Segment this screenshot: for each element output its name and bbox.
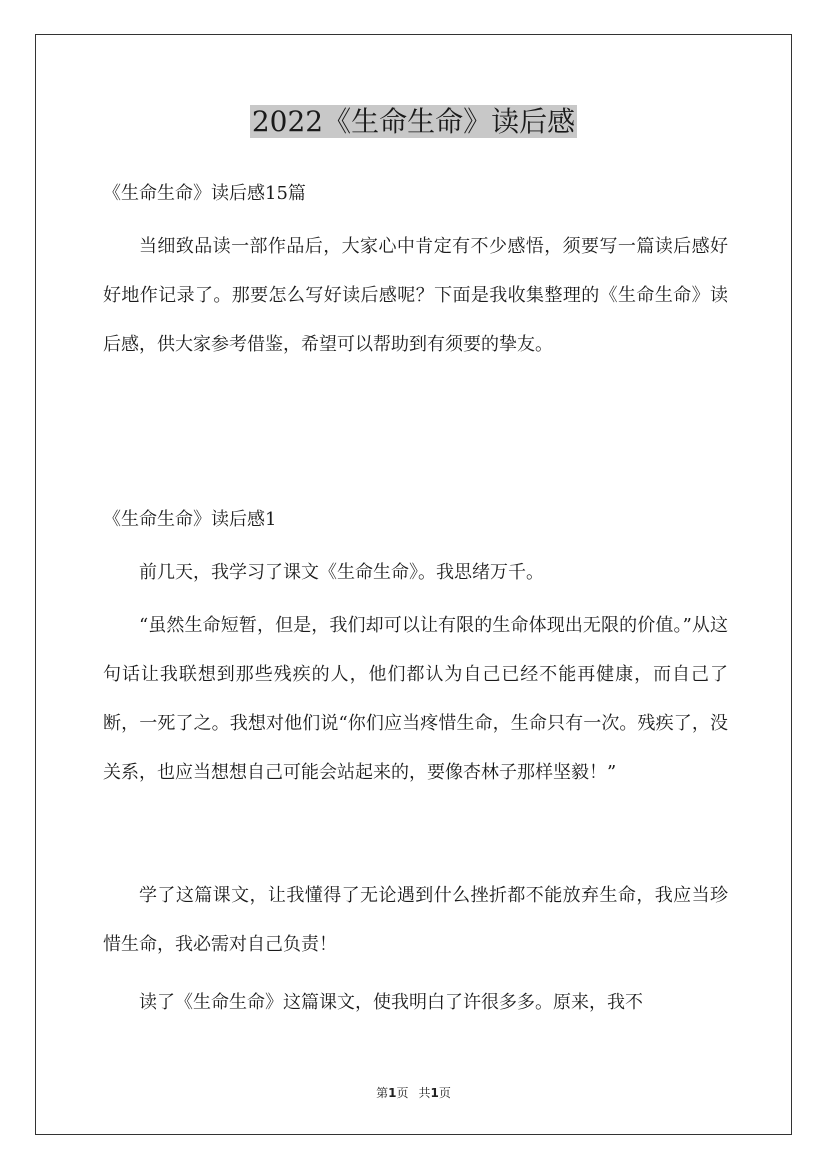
page-unit: 页 — [396, 1086, 409, 1100]
page-footer — [0, 1084, 827, 1102]
page-prefix: 第 — [376, 1086, 389, 1100]
body-paragraph-2: “虽然生命短暂，但是，我们却可以让有限的生命体现出无限的价值。”从这句话让我联想到那些残疾的人，他们都认为自己已经不能再健康，而自己了断，一死了之。我想对他们说“你们应当疼惜生命，生命只有一次。残疾了，没关系，也应当想想自己可能会站起来的，要像杏林子那样坚毅！” — [103, 615, 728, 783]
total-prefix: 共 — [418, 1086, 431, 1100]
body-paragraph-3: 学了这篇课文，让我懂得了无论遇到什么挫折都不能放弃生命，我应当珍惜生命，我必需对自己负责！ — [103, 885, 728, 955]
document-subtitle: 《生命生命》读后感15篇 — [103, 183, 306, 204]
body-paragraph-4: 读了《生命生命》这篇课文，使我明白了许很多多。原来，我不 — [139, 992, 643, 1013]
body-paragraph-1: 前几天，我学习了课文《生命生命》。我思绪万千。 — [139, 562, 544, 583]
page-total: 1 — [430, 1086, 439, 1100]
document-title — [0, 100, 827, 144]
document-title-text: 2022《生命生命》读后感 — [251, 105, 576, 138]
total-unit: 页 — [438, 1086, 451, 1100]
section-heading: 《生命生命》读后感1 — [103, 509, 277, 530]
page-current: 1 — [388, 1086, 397, 1100]
intro-paragraph: 当细致品读一部作品后，大家心中肯定有不少感悟，须要写一篇读后感好好地作记录了。那要怎么写好读后感呢？下面是我收集整理的《生命生命》读后感，供大家参考借鉴，希望可以帮助到有须要的挚友。 — [103, 236, 728, 355]
